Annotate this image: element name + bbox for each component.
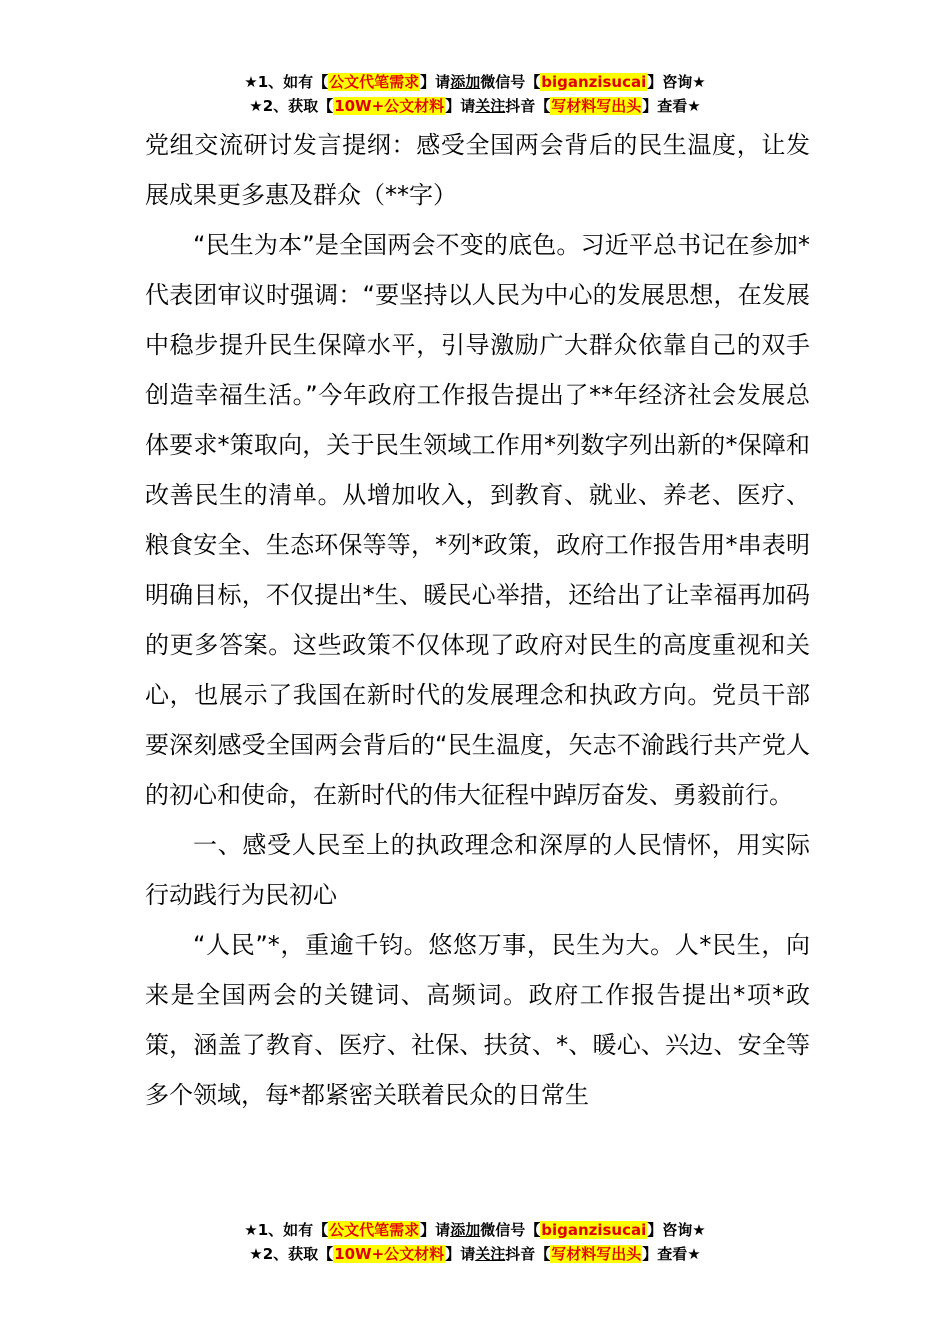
banner-text: 】请 bbox=[420, 73, 451, 91]
banner-text: 】请 bbox=[420, 1221, 451, 1239]
banner-text: 】查看★ bbox=[642, 1245, 701, 1263]
banner-text: 微信号【 bbox=[480, 1221, 541, 1239]
banner-highlight: 10W+公文材料 bbox=[334, 97, 445, 115]
banner-text: 】请 bbox=[445, 97, 476, 115]
banner-text: ★1、如有【 bbox=[244, 73, 329, 91]
banner-text: 】咨询★ bbox=[647, 1221, 706, 1239]
banner-text: 】请 bbox=[445, 1245, 476, 1263]
banner-text: ★2、获取【 bbox=[249, 97, 334, 115]
header-banner bbox=[0, 70, 950, 118]
banner-highlight: 10W+公文材料 bbox=[334, 1245, 445, 1263]
banner-highlight: 公文代笔需求 bbox=[329, 73, 420, 91]
section-heading-1: 一、感受人民至上的执政理念和深厚的人民情怀，用实际行动践行为民初心 bbox=[145, 831, 810, 909]
banner-underlined-text: 关注 bbox=[475, 1245, 506, 1263]
banner-text: 】咨询★ bbox=[647, 73, 706, 91]
footer-banner-line-2 bbox=[0, 1242, 950, 1266]
banner-highlight: 写材料写出头 bbox=[551, 97, 642, 115]
banner-underlined-text: 添加 bbox=[450, 73, 481, 91]
banner-highlight: 公文代笔需求 bbox=[329, 1221, 420, 1239]
header-banner-line-2 bbox=[0, 94, 950, 118]
header-banner-line-1 bbox=[0, 70, 950, 94]
banner-text: 】查看★ bbox=[642, 97, 701, 115]
banner-highlight: biganzisucai bbox=[541, 1221, 647, 1239]
banner-text: 微信号【 bbox=[480, 73, 541, 91]
banner-underlined-text: 添加 bbox=[450, 1221, 481, 1239]
banner-highlight: 写材料写出头 bbox=[551, 1245, 642, 1263]
banner-text: ★2、获取【 bbox=[249, 1245, 334, 1263]
banner-text: ★1、如有【 bbox=[244, 1221, 329, 1239]
banner-text: 抖音【 bbox=[505, 1245, 551, 1263]
paragraph-section-1: “人民”*，重逾千钧。悠悠万事，民生为大。人*民生，向来是全国两会的关键词、高频词。政府工作报告提出*项*政策，涵盖了教育、医疗、社保、扶贫、*、暖心、兴边、安全等多个领域，每*都紧密关联着民众的日常生 bbox=[145, 931, 810, 1109]
footer-banner bbox=[0, 1218, 950, 1266]
banner-text: 抖音【 bbox=[505, 97, 551, 115]
paragraph-intro: “民生为本”是全国两会不变的底色。习近平总书记在参加*代表团审议时强调：“要坚持以人民为中心的发展思想，在发展中稳步提升民生保障水平，引导激励广大群众依靠自己的双手创造幸福生活。”今年政府工作报告提出了**年经济社会发展总体要求*策取向，关于民生领域工作用*列数字列出新的*保障和改善民生的清单。从增加收入，到教育、就业、养老、医疗、粮食安全、生态环保等等，*列*政策，政府工作报告用*串表明明确目标，不仅提出*生、暖民心举措，还给出了让幸福再加码的更多答案。这些政策不仅体现了政府对民生的高度重视和关心，也展示了我国在新时代的发展理念和执政方向。党员干部要深刻感受全国两会背后的“民生温度，矢志不渝践行共产党人的初心和使命，在新时代的伟大征程中踔厉奋发、勇毅前行。 bbox=[145, 231, 810, 809]
banner-underlined-text: 关注 bbox=[475, 97, 506, 115]
document-title: 党组交流研讨发言提纲：感受全国两会背后的民生温度，让发展成果更多惠及群众（**字） bbox=[145, 131, 810, 209]
footer-banner-line-1 bbox=[0, 1218, 950, 1242]
banner-highlight: biganzisucai bbox=[541, 73, 647, 91]
document-body bbox=[145, 120, 810, 1120]
